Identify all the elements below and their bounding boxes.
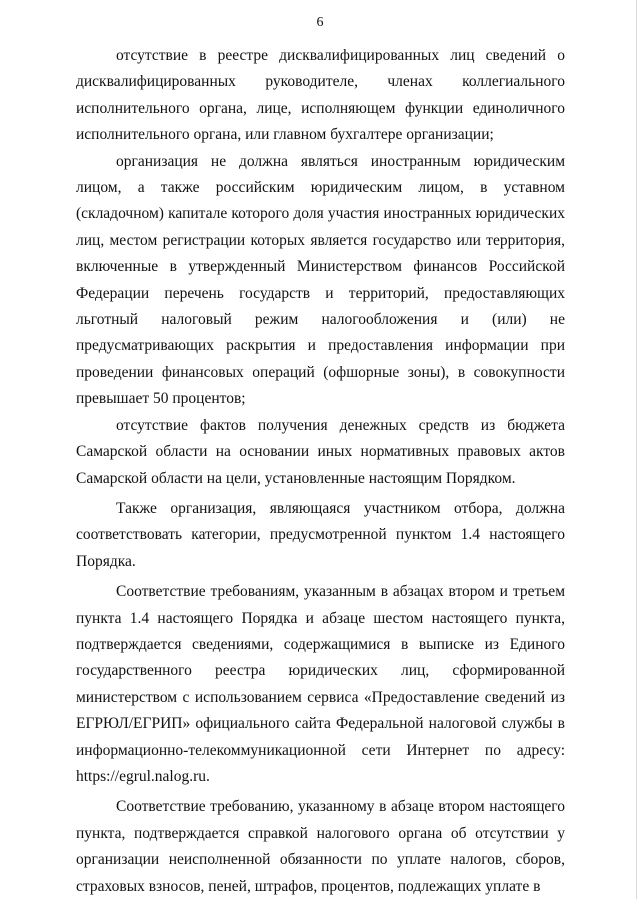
paragraph-budget-funds: отсутствие фактов получения денежных средств из бюджета Самарской области на основании иных нормативных правовых актов Самарской области на цели, установленные настоящим Порядком. <box>76 416 565 487</box>
paragraph-tax-certificate: Соответствие требованию, указанному в абзаце втором настоящего пункта, подтверждается справкой налогового органа об отсутствии у организации неисполненной обязанности по уплате налогов, сборов, страховых взносов, пеней, штрафов, процентов, подлежащих уплате в <box>76 798 565 895</box>
paragraph-disqualified-persons: отсутствие в реестре дисквалифицированных лиц сведений о дисквалифицированных руководителе, членах коллегиального исполнительного органа, лице, исполняющем функции единоличного исполнительного органа, или главном бухгалтере организации; <box>76 47 565 144</box>
document-body <box>76 43 565 899</box>
page-number: 6 <box>316 15 324 30</box>
paragraph-category: Также организация, являющаяся участником отбора, должна соответствовать категории, предусмотренной пунктом 1.4 настоящего Порядка. <box>76 499 565 570</box>
scan-edge-line <box>636 0 637 899</box>
paragraph-foreign-entity: организация не должна являться иностранным юридическим лицом, а также российским юридическим лицом, в уставном (складочном) капитале которого доля участия иностранных юридических лиц, местом регистрации которых является государство или территория, включенные в утвержденный Министерством финансов Российской Федерации перечень государств и территорий, предоставляющих льготный налоговый режим налогообложения и (или) не предусматривающих раскрытия и предоставления информации при проведении финансовых операций (офшорные зоны), в совокупности превышает 50 процентов; <box>76 152 565 408</box>
paragraph-egrul-confirmation: Соответствие требованиям, указанным в абзацах втором и третьем пункта 1.4 настоящего Порядка и абзаце шестом настоящего пункта, подтверждается сведениями, содержащимися в выписке из Единого государственного реестра юридических лиц, сформированной министерством с использованием сервиса «Предоставление сведений из ЕГРЮЛ/ЕГРИП» официального сайта Федеральной налоговой службы в информационно-телекоммуникационной сети Интернет по адресу: https://egrul.nalog.ru. <box>76 583 565 785</box>
